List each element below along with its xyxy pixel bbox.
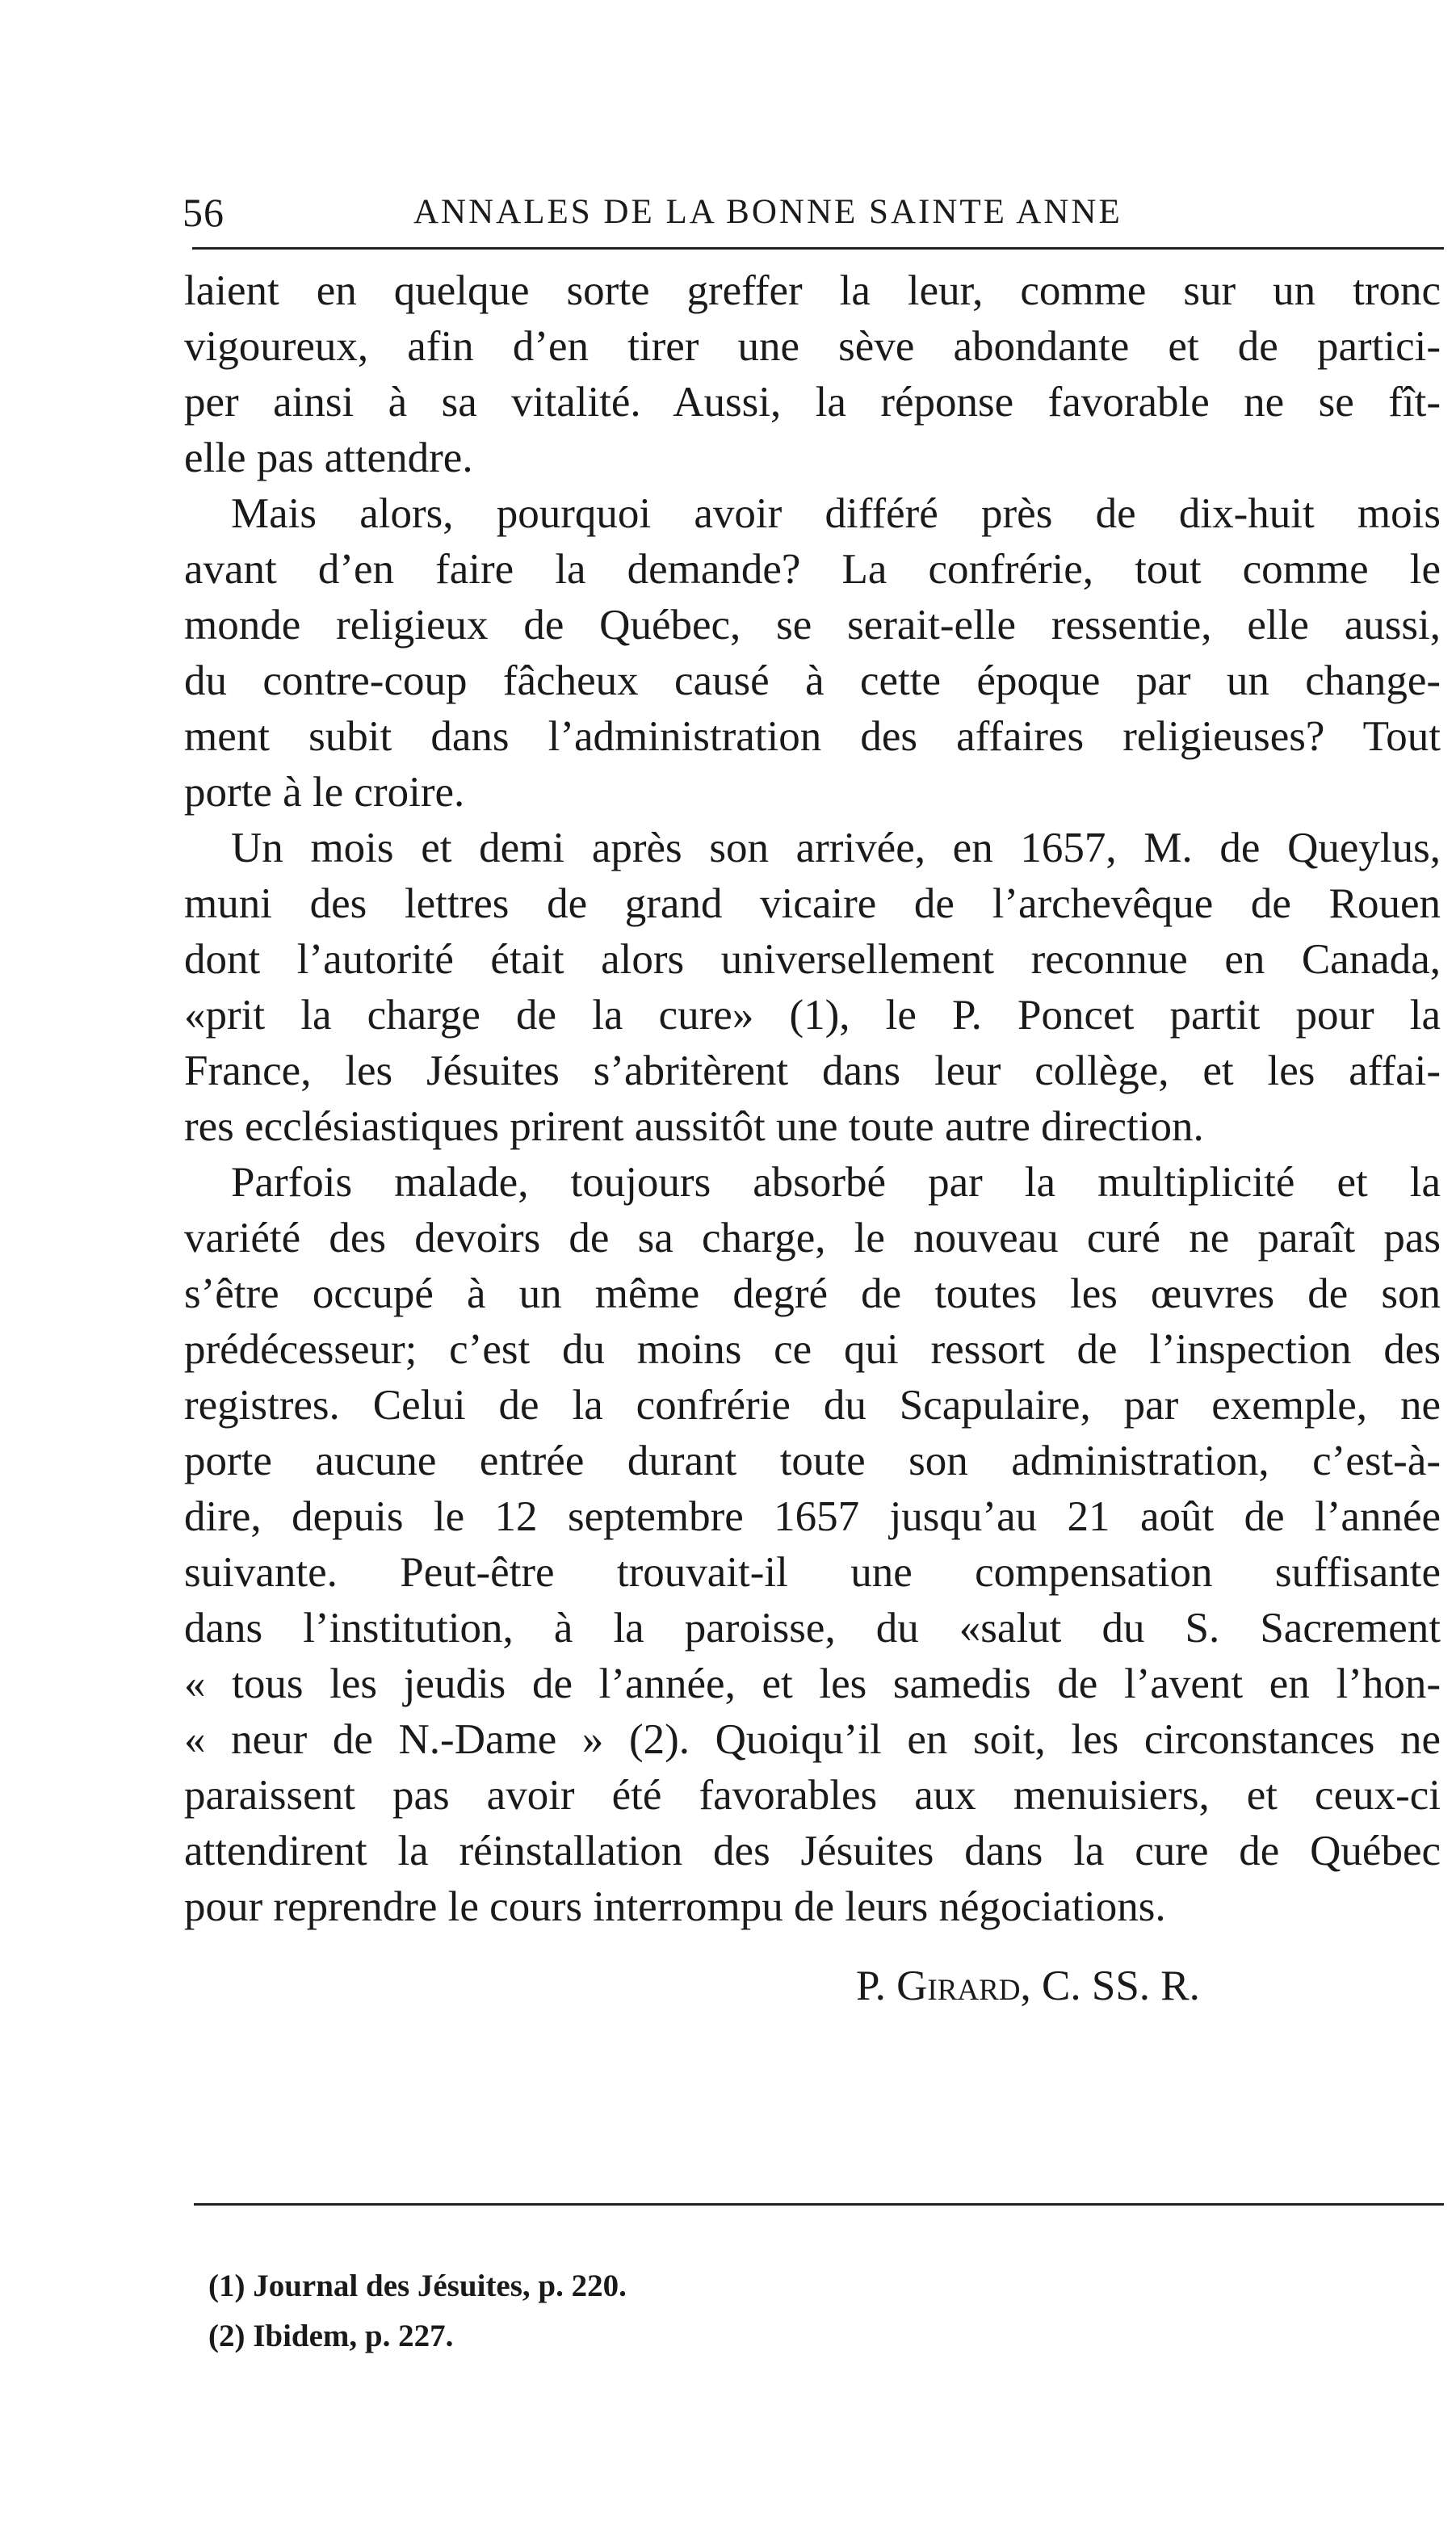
text-line: France, les Jésuites s’abritèrent dans leur collège, et les affai- bbox=[184, 1047, 1441, 1094]
text-line: per ainsi à sa vitalité. Aussi, la réponse favorable ne se fît- bbox=[184, 379, 1441, 426]
text-line: s’être occupé à un même degré de toutes les œuvres de son bbox=[184, 1270, 1441, 1317]
text-line: suivante. Peut-être trouvait-il une compensation suffisante bbox=[184, 1549, 1441, 1596]
footnotes bbox=[208, 2261, 1339, 2361]
text-line: porte à le croire. bbox=[184, 769, 465, 816]
text-line: registres. Celui de la confrérie du Scapulaire, par exemple, ne bbox=[184, 1382, 1441, 1429]
text-line: « neur de N.-Dame » (2). Quoiqu’il en soit, les circonstances ne bbox=[184, 1716, 1441, 1763]
text-line: monde religieux de Québec, se serait-elle ressentie, elle aussi, bbox=[184, 602, 1441, 649]
text-line: Mais alors, pourquoi avoir différé près de dix-huit mois bbox=[231, 490, 1441, 537]
text-line: du contre-coup fâcheux causé à cette époque par un change- bbox=[184, 657, 1441, 704]
text-line: laient en quelque sorte greffer la leur, comme sur un tronc bbox=[184, 267, 1441, 314]
text-line: dont l’autorité était alors universellement reconnue en Canada, bbox=[184, 936, 1441, 983]
text-line: porte aucune entrée durant toute son administration, c’est-à- bbox=[184, 1438, 1441, 1484]
text-line: prédécesseur; c’est du moins ce qui ressort de l’inspection des bbox=[184, 1326, 1441, 1373]
body-text bbox=[184, 263, 1441, 1935]
text-line: res ecclésiastiques prirent aussitôt une toute autre direction. bbox=[184, 1103, 1204, 1150]
text-line: paraissent pas avoir été favorables aux menuisiers, et ceux-ci bbox=[184, 1772, 1441, 1819]
footnote-rule bbox=[194, 2203, 1444, 2206]
footnote: (1) Journal des Jésuites, p. 220. bbox=[208, 2269, 627, 2303]
text-line: Un mois et demi après son arrivée, en 1657, M. de Queylus, bbox=[231, 825, 1441, 871]
page-number: 56 bbox=[183, 190, 224, 235]
text-line: dire, depuis le 12 septembre 1657 jusqu’au 21 août de l’année bbox=[184, 1493, 1441, 1540]
text-line: dans l’institution, à la paroisse, du «salut du S. Sacrement bbox=[184, 1605, 1441, 1652]
text-line: muni des lettres de grand vicaire de l’archevêque de Rouen bbox=[184, 880, 1441, 927]
text-line: elle pas attendre. bbox=[184, 434, 473, 481]
text-line: attendirent la réinstallation des Jésuites dans la cure de Québec bbox=[184, 1828, 1441, 1874]
text-line: vigoureux, afin d’en tirer une sève abondante et de partici- bbox=[184, 323, 1441, 370]
text-line: ment subit dans l’administration des affaires religieuses? Tout bbox=[184, 713, 1441, 760]
text-line: «prit la charge de la cure» (1), le P. Poncet partit pour la bbox=[184, 992, 1441, 1039]
footnote: (2) Ibidem, p. 227. bbox=[208, 2319, 454, 2353]
author-signature: P. Girard, C. SS. R. bbox=[856, 1962, 1200, 2009]
page-header bbox=[183, 184, 1447, 241]
header-rule bbox=[192, 247, 1444, 250]
text-line: avant d’en faire la demande? La confrérie, tout comme le bbox=[184, 546, 1441, 593]
text-line: pour reprendre le cours interrompu de leurs négociations. bbox=[184, 1883, 1166, 1930]
text-line: Parfois malade, toujours absorbé par la multiplicité et la bbox=[231, 1159, 1441, 1206]
text-line: variété des devoirs de sa charge, le nouveau curé ne paraît pas bbox=[184, 1215, 1441, 1261]
text-line: « tous les jeudis de l’année, et les samedis de l’avent en l’hon- bbox=[184, 1660, 1441, 1707]
running-title: ANNALES DE LA BONNE SAINTE ANNE bbox=[413, 193, 1122, 231]
